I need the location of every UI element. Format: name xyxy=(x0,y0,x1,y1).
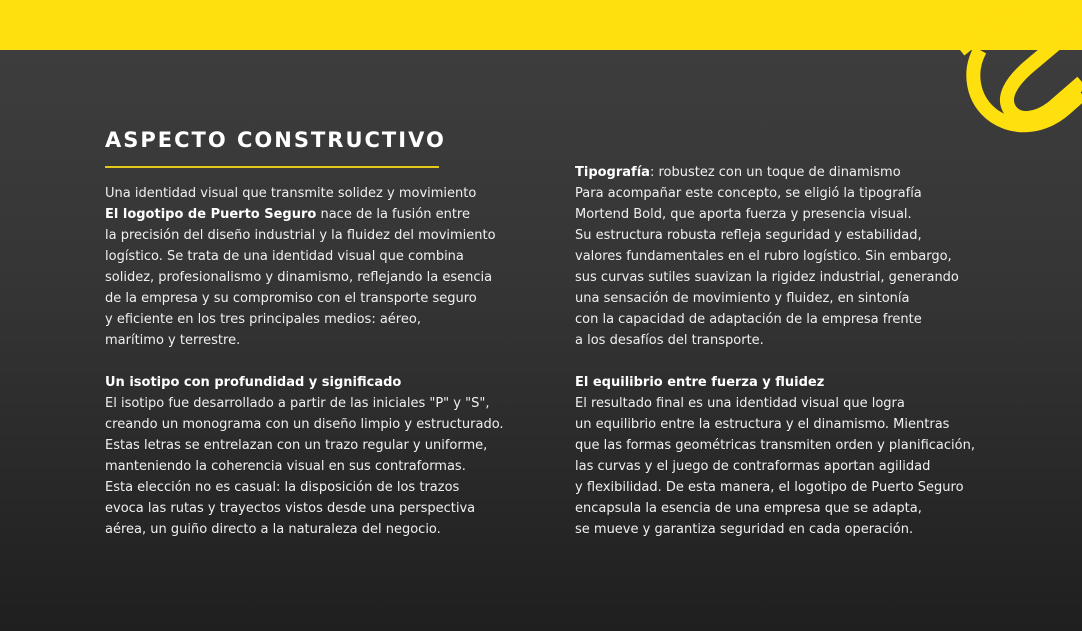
intro-paragraph xyxy=(105,183,504,351)
equilibrio-line: que las formas geométricas transmiten orden y planificación, xyxy=(575,438,975,453)
intro-line xyxy=(105,204,504,225)
section-title: ASPECTO CONSTRUCTIVO xyxy=(105,128,446,152)
tipografia-heading xyxy=(575,162,975,183)
tipografia-heading-rest: : robustez con un toque de dinamismo xyxy=(649,165,901,180)
equilibrio-line: las curvas y el juego de contraformas aportan agilidad xyxy=(575,459,931,474)
isotipo-line: aérea, un guiño directo a la naturaleza del negocio. xyxy=(105,522,441,537)
intro-line: logístico. Se trata de una identidad visual que combina xyxy=(105,249,464,264)
paragraph-gap xyxy=(105,351,504,372)
isotipo-line: Estas letras se entrelazan con un trazo regular y uniforme, xyxy=(105,438,488,453)
isotipo-line: Esta elección no es casual: la disposición de los trazos xyxy=(105,480,460,495)
equilibrio-line: El resultado final es una identidad visual que logra xyxy=(575,396,905,411)
tipografia-line: Para acompañar este concepto, se eligió la tipografía xyxy=(575,186,922,201)
left-column xyxy=(105,183,504,540)
yellow-loop xyxy=(960,0,1082,125)
intro-line: de la empresa y su compromiso con el transporte seguro xyxy=(105,291,477,306)
logo-name-bold: El logotipo de Puerto Seguro xyxy=(105,207,317,222)
intro-line: solidez, profesionalismo y dinamismo, reflejando la esencia xyxy=(105,270,493,285)
right-column xyxy=(575,162,975,540)
equilibrio-line: un equilibrio entre la estructura y el dinamismo. Mientras xyxy=(575,417,950,432)
equilibrio-line: encapsula la esencia de una empresa que se adapta, xyxy=(575,501,922,516)
tipografia-paragraph xyxy=(575,162,975,351)
isotipo-paragraph xyxy=(105,372,504,540)
tipografia-heading-bold: Tipografía xyxy=(575,165,650,180)
tipografia-line: a los desafíos del transporte. xyxy=(575,333,764,348)
isotipo-line: evoca las rutas y trayectos vistos desde una perspectiva xyxy=(105,501,476,516)
tipografia-line: una sensación de movimiento y fluidez, en sintonía xyxy=(575,291,910,306)
tipografia-line: con la capacidad de adaptación de la empresa frente xyxy=(575,312,922,327)
isotipo-line: El isotipo fue desarrollado a partir de las iniciales "P" y "S", xyxy=(105,396,490,411)
equilibrio-heading: El equilibrio entre fuerza y fluidez xyxy=(575,375,825,390)
tipografia-line: sus curvas sutiles suavizan la rigidez industrial, generando xyxy=(575,270,959,285)
intro-line: marítimo y terrestre. xyxy=(105,333,241,348)
intro-line: y eficiente en los tres principales medios: aéreo, xyxy=(105,312,421,327)
intro-line: Una identidad visual que transmite solidez y movimiento xyxy=(105,186,477,201)
title-underline xyxy=(105,166,439,168)
equilibrio-line: se mueve y garantiza seguridad en cada operación. xyxy=(575,522,914,537)
equilibrio-paragraph xyxy=(575,372,975,540)
isotipo-line: manteniendo la coherencia visual en sus contraformas. xyxy=(105,459,466,474)
tipografia-line: Mortend Bold, que aporta fuerza y presencia visual. xyxy=(575,207,912,222)
equilibrio-line: y flexibilidad. De esta manera, el logotipo de Puerto Seguro xyxy=(575,480,964,495)
tipografia-line: valores fundamentales en el rubro logístico. Sin embargo, xyxy=(575,249,952,264)
isotipo-line: creando un monograma con un diseño limpio y estructurado. xyxy=(105,417,504,432)
intro-line-rest: nace de la fusión entre xyxy=(316,207,470,222)
intro-line: la precisión del diseño industrial y la fluidez del movimiento xyxy=(105,228,496,243)
isotipo-heading: Un isotipo con profundidad y significado xyxy=(105,375,402,390)
tipografia-line: Su estructura robusta refleja seguridad y estabilidad, xyxy=(575,228,922,243)
paragraph-gap xyxy=(575,351,975,372)
